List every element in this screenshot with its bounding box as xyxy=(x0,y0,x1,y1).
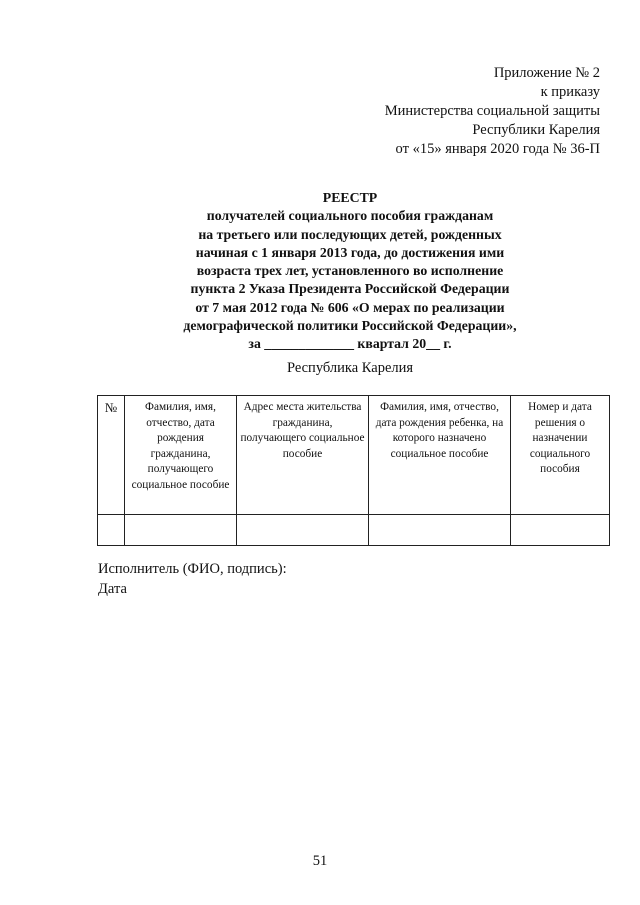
title-line: начиная с 1 января 2013 года, до достижения ими xyxy=(195,244,505,260)
table-header-row xyxy=(98,396,610,515)
title-line: пункта 2 Указа Президента Российской Федерации xyxy=(190,281,510,297)
appendix-line: от «15» января 2020 года № 36-П xyxy=(395,141,600,157)
title-line: демографической политики Российской Федерации», xyxy=(183,318,517,334)
page-number: 51 xyxy=(312,853,328,869)
table-row xyxy=(98,515,610,546)
table-cell[interactable] xyxy=(511,515,610,546)
header-decision: Номер и дата решения о назначении социального пособия xyxy=(511,396,610,515)
table-cell[interactable] xyxy=(125,515,237,546)
signature-block xyxy=(98,559,287,599)
document-title xyxy=(130,189,570,354)
header-recipient: Фамилия, имя, отчество, дата рождения гражданина, получающего социальное пособие xyxy=(125,396,237,515)
executor-label: Исполнитель (ФИО, подпись): xyxy=(98,561,287,577)
table-cell[interactable] xyxy=(369,515,511,546)
registry-table xyxy=(97,395,610,546)
appendix-block xyxy=(385,64,600,159)
date-label: Дата xyxy=(98,581,127,597)
header-address: Адрес места жительства гражданина, получающего социальное пособие xyxy=(237,396,369,515)
title-line: от 7 мая 2012 года № 606 «О мерах по реализации xyxy=(195,299,505,315)
appendix-line: Министерства социальной защиты xyxy=(384,103,600,119)
title-line: получателей социального пособия гражданам xyxy=(206,208,494,224)
title-line: за _____________ квартал 20__ г. xyxy=(248,336,452,352)
title-heading: РЕЕСТР xyxy=(322,190,378,205)
table-cell[interactable] xyxy=(98,515,125,546)
table-cell[interactable] xyxy=(237,515,369,546)
appendix-line: к приказу xyxy=(540,84,600,100)
region-label: Республика Карелия xyxy=(286,360,414,376)
header-child: Фамилия, имя, отчество, дата рождения ребенка, на которого назначено социальное пособие xyxy=(369,396,511,515)
header-number: № xyxy=(98,396,125,515)
title-line: возраста трех лет, установленного во исполнение xyxy=(196,263,504,279)
appendix-line: Республики Карелия xyxy=(472,122,600,138)
title-line: на третьего или последующих детей, рожденных xyxy=(198,226,502,242)
appendix-line: Приложение № 2 xyxy=(493,65,600,81)
